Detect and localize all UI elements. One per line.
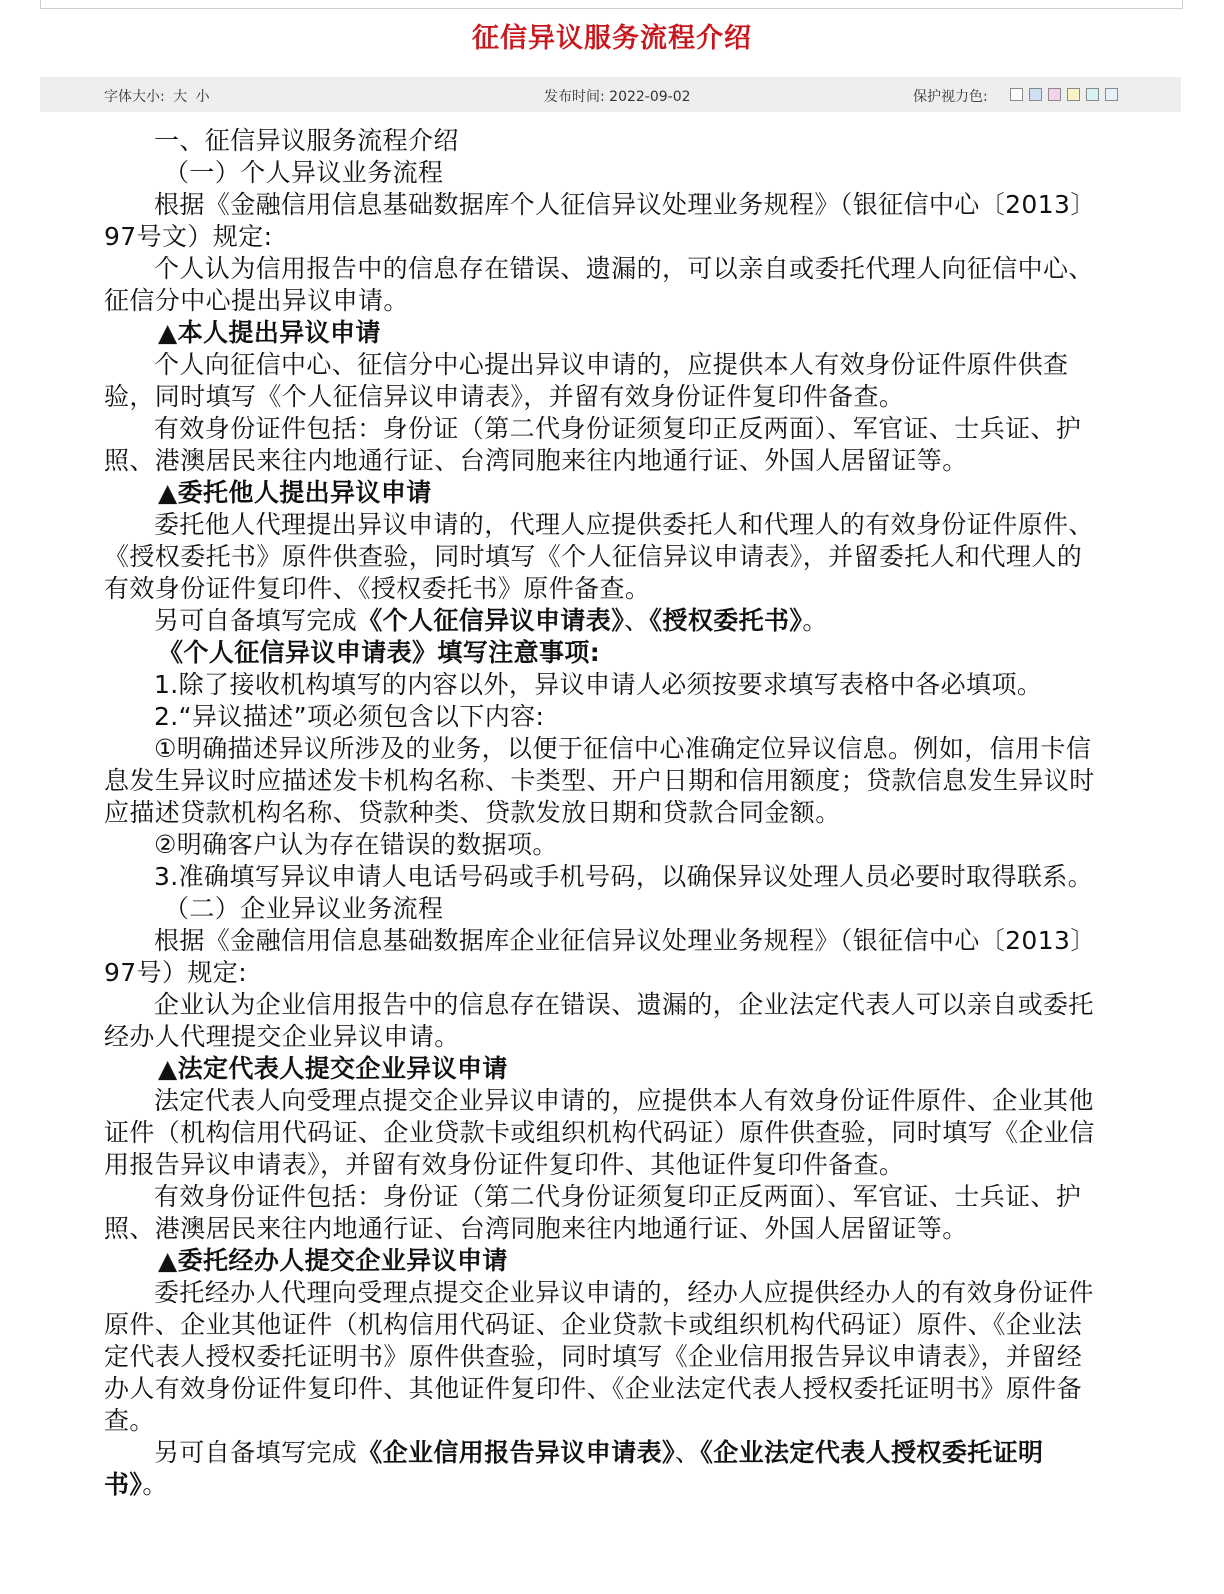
text: 另可自备填写完成 xyxy=(154,606,358,635)
paragraph: 3.准确填写异议申请人电话号码或手机号码，以确保异议处理人员必要时取得联系。 xyxy=(154,862,1094,891)
paragraph: 有效身份证件包括：身份证（第二代身份证须复印正反两面）、军官证、士兵证、护照、港澳居民来往内地通行证、台湾同胞来往内地通行证、外国人居留证等。 xyxy=(104,1182,1082,1243)
article-body xyxy=(104,125,1104,1501)
form-name-bold: 《个人征信异议申请表》 xyxy=(357,606,625,635)
font-size-control xyxy=(104,86,210,106)
font-size-label: 字体大小: xyxy=(104,89,165,105)
form-name-bold: 《授权委托书》 xyxy=(649,606,803,635)
paragraph: 委托经办人代理向受理点提交企业异议申请的，经办人应提供经办人的有效身份证件原件、企业其他证件（机构信用代码证、企业贷款卡或组织机构代码证）原件、《企业法定代表人授权委托证明书》原件供查验，同时填写《企业信用报告异议申请表》，并留经办人有效身份证件复印件、其他证件复印件、《企业法定代表人授权委托证明书》原件备查。 xyxy=(104,1278,1094,1435)
text: 。 xyxy=(142,1470,168,1499)
paragraph xyxy=(104,605,1104,637)
form-name-bold: 《企业法定代表人授权委托证明书》 xyxy=(104,1438,1044,1499)
text: 、 xyxy=(674,1438,701,1467)
bold-heading: ▲本人提出异议申请 xyxy=(158,318,381,347)
paragraph: 2.“异议描述”项必须包含以下内容: xyxy=(154,702,545,731)
paragraph: 根据《金融信用信息基础数据库个人征信异议处理业务规程》（银征信中心〔2013〕97号文）规定: xyxy=(104,190,1096,251)
page-frame-top xyxy=(40,0,1183,9)
color-swatch-yellow[interactable] xyxy=(1067,88,1080,101)
text: 另可自备填写完成 xyxy=(154,1438,358,1467)
section-heading: 一、征信异议服务流程介绍 xyxy=(154,126,459,155)
bold-heading: ▲委托经办人提交企业异议申请 xyxy=(158,1246,508,1275)
font-small-button[interactable]: 小 xyxy=(195,89,210,105)
color-swatch-white[interactable] xyxy=(1010,88,1023,101)
page-title: 征信异议服务流程介绍 xyxy=(472,23,752,54)
color-swatch-pink[interactable] xyxy=(1048,88,1061,101)
color-swatch-lightblue[interactable] xyxy=(1105,88,1118,101)
bold-heading: 《个人征信异议申请表》填写注意事项: xyxy=(158,638,601,667)
subsection-heading: （一）个人异议业务流程 xyxy=(164,158,444,187)
form-name-bold: 《企业信用报告异议申请表》 xyxy=(357,1438,675,1467)
paragraph: 委托他人代理提出异议申请的，代理人应提供委托人和代理人的有效身份证件原件、《授权委托书》原件供查验，同时填写《个人征信异议申请表》，并留委托人和代理人的有效身份证件复印件、《授权委托书》原件备查。 xyxy=(104,510,1094,603)
publish-date: 2022-09-02 xyxy=(609,89,691,105)
paragraph: 有效身份证件包括：身份证（第二代身份证须复印正反两面）、军官证、士兵证、护照、港澳居民来往内地通行证、台湾同胞来往内地通行证、外国人居留证等。 xyxy=(104,414,1082,475)
paragraph: 个人向征信中心、征信分中心提出异议申请的，应提供本人有效身份证件原件供查验，同时填写《个人征信异议申请表》，并留有效身份证件复印件备查。 xyxy=(104,350,1069,411)
paragraph: 1.除了接收机构填写的内容以外，异议申请人必须按要求填写表格中各必填项。 xyxy=(154,670,1043,699)
paragraph: ②明确客户认为存在错误的数据项。 xyxy=(154,830,558,859)
publish-label: 发布时间: xyxy=(544,89,605,105)
paragraph xyxy=(104,1437,1104,1501)
paragraph: 个人认为信用报告中的信息存在错误、遗漏的，可以亲自或委托代理人向征信中心、征信分中心提出异议申请。 xyxy=(104,254,1094,315)
paragraph: 法定代表人向受理点提交企业异议申请的，应提供本人有效身份证件原件、企业其他证件（机构信用代码证、企业贷款卡或组织机构代码证）原件供查验，同时填写《企业信用报告异议申请表》，并留有效身份证件复印件、其他证件复印件备查。 xyxy=(104,1086,1095,1179)
text: 。 xyxy=(802,606,828,635)
article-meta-bar xyxy=(40,77,1181,112)
color-swatch-blue[interactable] xyxy=(1029,88,1042,101)
eye-protect-label: 保护视力色: xyxy=(913,89,988,105)
publish-time xyxy=(544,86,691,106)
font-large-button[interactable]: 大 xyxy=(173,89,188,105)
paragraph: 企业认为企业信用报告中的信息存在错误、遗漏的，企业法定代表人可以亲自或委托经办人代理提交企业异议申请。 xyxy=(104,990,1094,1051)
text: 、 xyxy=(624,606,650,635)
paragraph: ①明确描述异议所涉及的业务，以便于征信中心准确定位异议信息。例如，信用卡信息发生异议时应描述发卡机构名称、卡类型、开户日期和信用额度；贷款信息发生异议时应描述贷款机构名称、贷款种类、贷款发放日期和贷款合同金额。 xyxy=(104,734,1095,827)
subsection-heading: （二）企业异议业务流程 xyxy=(164,894,444,923)
bold-heading: ▲法定代表人提交企业异议申请 xyxy=(158,1054,508,1083)
eye-protect-swatches xyxy=(1010,88,1118,101)
paragraph: 根据《金融信用信息基础数据库企业征信异议处理业务规程》（银征信中心〔2013〕97号）规定: xyxy=(104,926,1096,987)
color-swatch-cyan[interactable] xyxy=(1086,88,1099,101)
bold-heading: ▲委托他人提出异议申请 xyxy=(158,478,432,507)
